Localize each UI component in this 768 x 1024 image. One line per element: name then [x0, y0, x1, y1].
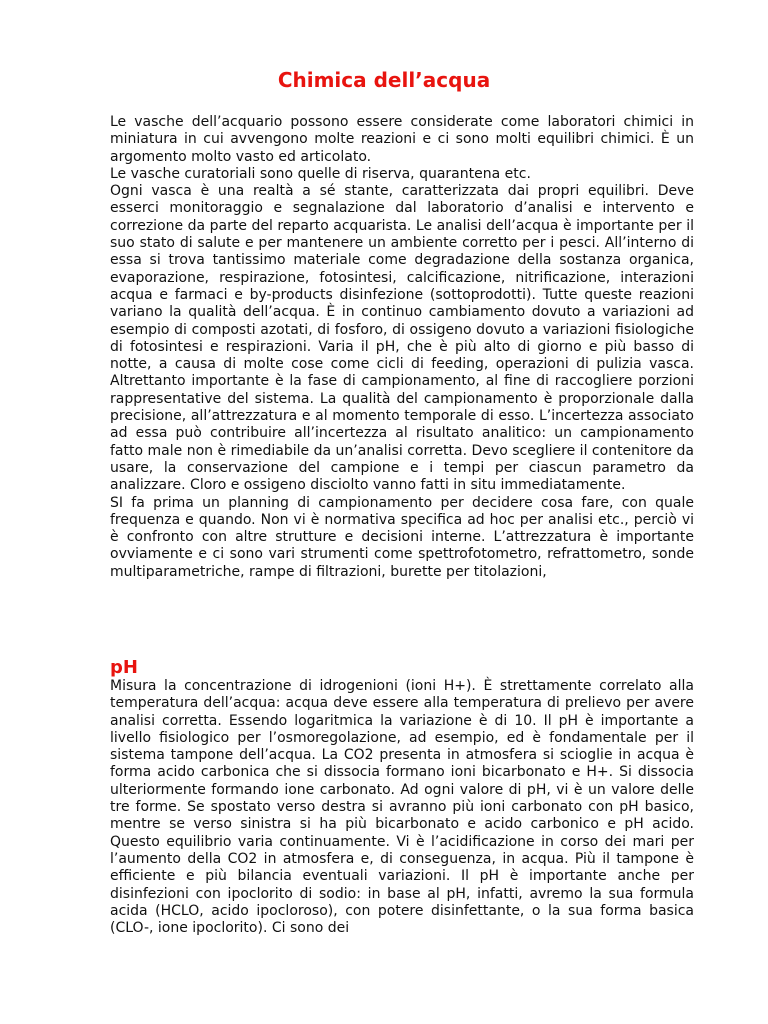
ph-text-block: [110, 678, 694, 937]
paragraph: Ogni vasca è una realtà a sé stante, caratterizzata dai propri equilibri. Deve esserci monitoraggio e segnalazione dal laboratorio d’analisi e intervento e correzione da parte del reparto acquarista. Le analisi dell’acqua è importante per il suo stato di salute e per mantenere un ambiente corretto per i pesci. All’interno di essa si trova tantissimo materiale come degradazione della sostanza organica, evaporazione, respirazione, fotosintesi, calcificazione, nitrificazione, interazioni acqua e farmaci e by-products disinfezione (sottoprodotti). Tutte queste reazioni variano la qualità dell’acqua. È in continuo cambiamento dovuto a variazioni ad esempio di composti azotati, di fosforo, di ossigeno dovuto a variazioni fisiologiche di fotosintesi e respirazioni. Varia il pH, che è più alto di giorno e più basso di notte, a causa di molte cose come cicli di feeding, operazioni di pulizia vasca. Altrettanto importante è la fase di campionamento, al fine di raccogliere porzioni rappresentative del sistema. La qualità del campionamento è proporzionale dalla precisione, all’attrezzatura e al momento temporale di esso. L’incertezza associato ad essa può contribuire all’incertezza al risultato analitico: un campionamento fatto male non è rimediabile da un’analisi corretta. Devo scegliere il contenitore da usare, la conservazione del campione e i tempi per ciascun parametro da analizzare. Cloro e ossigeno disciolto vanno fatti in situ immediatamente.: [110, 183, 694, 494]
paragraph: Misura la concentrazione di idrogenioni (ioni H+). È strettamente correlato alla temperatura dell’acqua: acqua deve essere alla temperatura di prelievo per avere analisi corretta. Essendo logaritmica la variazione è di 10. Il pH è importante a livello fisiologico per l’osmoregolazione, ad esempio, ed è fondamentale per il sistema tampone dell’acqua. La CO2 presenta in atmosfera si scioglie in acqua è forma acido carbonica che si dissocia formano ioni bicarbonato e H+. Si dissocia ulteriormente formando ione carbonato. Ad ogni valore di pH, vi è un valore delle tre forme. Se spostato verso destra si avranno più ioni carbonato con pH basico, mentre se verso sinistra si ha più bicarbonato e acido carbonico e pH acido. Questo equilibrio varia continuamente. Vi è l’acidificazione in corso dei mari per l’aumento della CO2 in atmosfera e, di conseguenza, in acqua. Più il tampone è efficiente e più bilancia eventuali variazioni. Il pH è importante anche per disinfezioni con ipoclorito di sodio: in base al pH, infatti, avremo la sua formula acida (HCLO, acido ipocloroso), con potere disinfettante, o la sua forma basica (CLO-, ione ipoclorito). Ci sono dei: [110, 678, 694, 937]
paragraph: Le vasche curatoriali sono quelle di riserva, quarantena etc.: [110, 165, 531, 182]
section-heading-ph: pH: [110, 657, 138, 678]
paragraph: Le vasche dell’acquario possono essere considerate come laboratori chimici in miniatura in cui avvengono molte reazioni e ci sono molti equilibri chimici. È un argomento molto vasto ed articolato.: [110, 114, 694, 165]
intro-text-block: [110, 114, 694, 581]
paragraph: SI fa prima un planning di campionamento per decidere cosa fare, con quale frequenza e quando. Non vi è normativa specifica ad hoc per analisi etc., perciò vi è confronto con altre strutture e decisioni interne. L’attrezzatura è importante ovviamente e ci sono vari strumenti come spettrofotometro, refrattometro, sonde multiparametriche, rampe di filtrazioni, burette per titolazioni,: [110, 494, 694, 580]
page-title: Chimica dell’acqua: [277, 68, 491, 92]
